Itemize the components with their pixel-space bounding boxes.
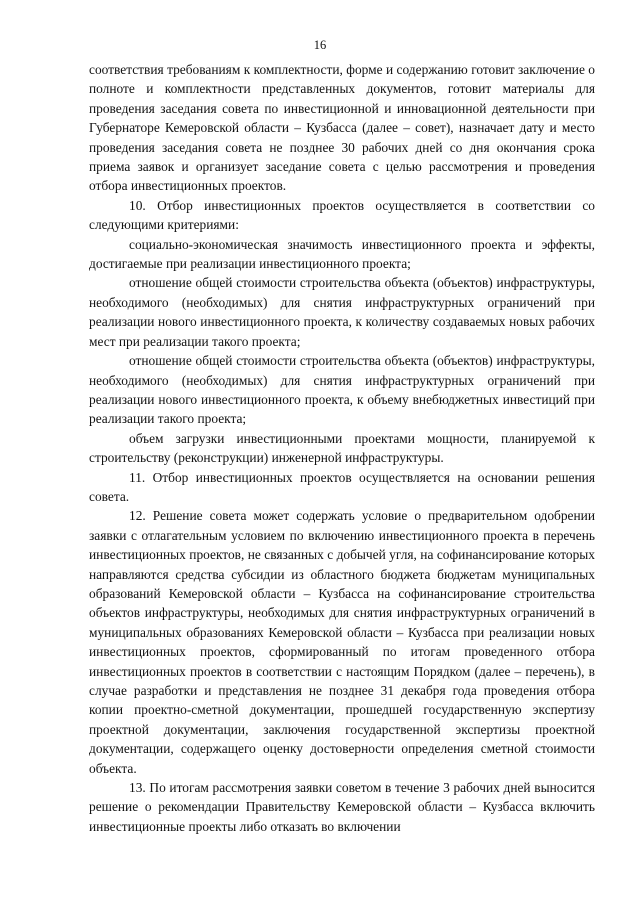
paragraph-criterion-capacity: объем загрузки инвестиционными проектами мощности, планируемой к строительству (реконструкции) инженерной инфраструктуры. <box>89 430 595 466</box>
body-text <box>89 60 595 836</box>
paragraph-item-12: 12. Решение совета может содержать условие о предварительном одобрении заявки с отлагательным условием по включению инвестиционного проекта в перечень инвестиционных проектов, не связанных с добычей угля, на софинансирование которых направляются средства субсидии из областного бюджета бюджетам муниципальных образований Кемеровской области – Кузбасса на софинансирование строительства объектов инфраструктуры, необходимых для снятия инфраструктурных ограничений в муниципальных образованиях Кемеровской области – Кузбасса при реализации новых инвестиционных проектов, сформированный по итогам проведенного отбора инвестиционных проектов в соответствии с настоящим Порядком (далее – перечень), в случае разработки и представления не позднее 31 декабря года проведения отбора копии проектно-сметной документации, прошедшей государственную экспертизу проектной документации, заключения государственной экспертизы проектной документации, содержащего оценку достоверности определения сметной стоимости объекта. <box>89 508 595 776</box>
paragraph-criterion-jobs: отношение общей стоимости строительства объекта (объектов) инфраструктуры, необходимого (необходимых) для снятия инфраструктурных ограничений при реализации нового инвестиционного проекта, к количеству создаваемых новых рабочих мест при реализации такого проекта; <box>89 275 595 349</box>
page-number: 16 <box>313 38 327 52</box>
paragraph-continuation: соответствия требованиям к комплектности, форме и содержанию готовит заключение о полноте и комплектности представленных документов, готовит материалы для проведения заседания совета по инвестиционной и инновационной деятельности при Губернаторе Кемеровской области – Кузбасса (далее – совет), назначает дату и место проведения заседания совета не позднее 30 рабочих дней со дня окончания срока приема заявок и организует заседание совета с целью рассмотрения и проведения отбора инвестиционных проектов. <box>89 62 595 194</box>
paragraph-item-10: 10. Отбор инвестиционных проектов осуществляется в соответствии со следующими критериями: <box>89 197 595 233</box>
paragraph-item-11: 11. Отбор инвестиционных проектов осуществляется на основании решения совета. <box>89 469 595 504</box>
paragraph-criterion-significance: социально-экономическая значимость инвестиционного проекта и эффекты, достигаемые при реализации инвестиционного проекта; <box>89 236 595 272</box>
paragraph-criterion-investments: отношение общей стоимости строительства объекта (объектов) инфраструктуры, необходимого (необходимых) для снятия инфраструктурных ограничений при реализации нового инвестиционного проекта, к объему внебюджетных инвестиций при реализации такого проекта; <box>89 353 595 427</box>
paragraph-item-13: 13. По итогам рассмотрения заявки советом в течение 3 рабочих дней выносится решение о рекомендации Правительству Кемеровской области – Кузбасса включить инвестиционные проекты либо отказать во включении <box>89 780 595 834</box>
